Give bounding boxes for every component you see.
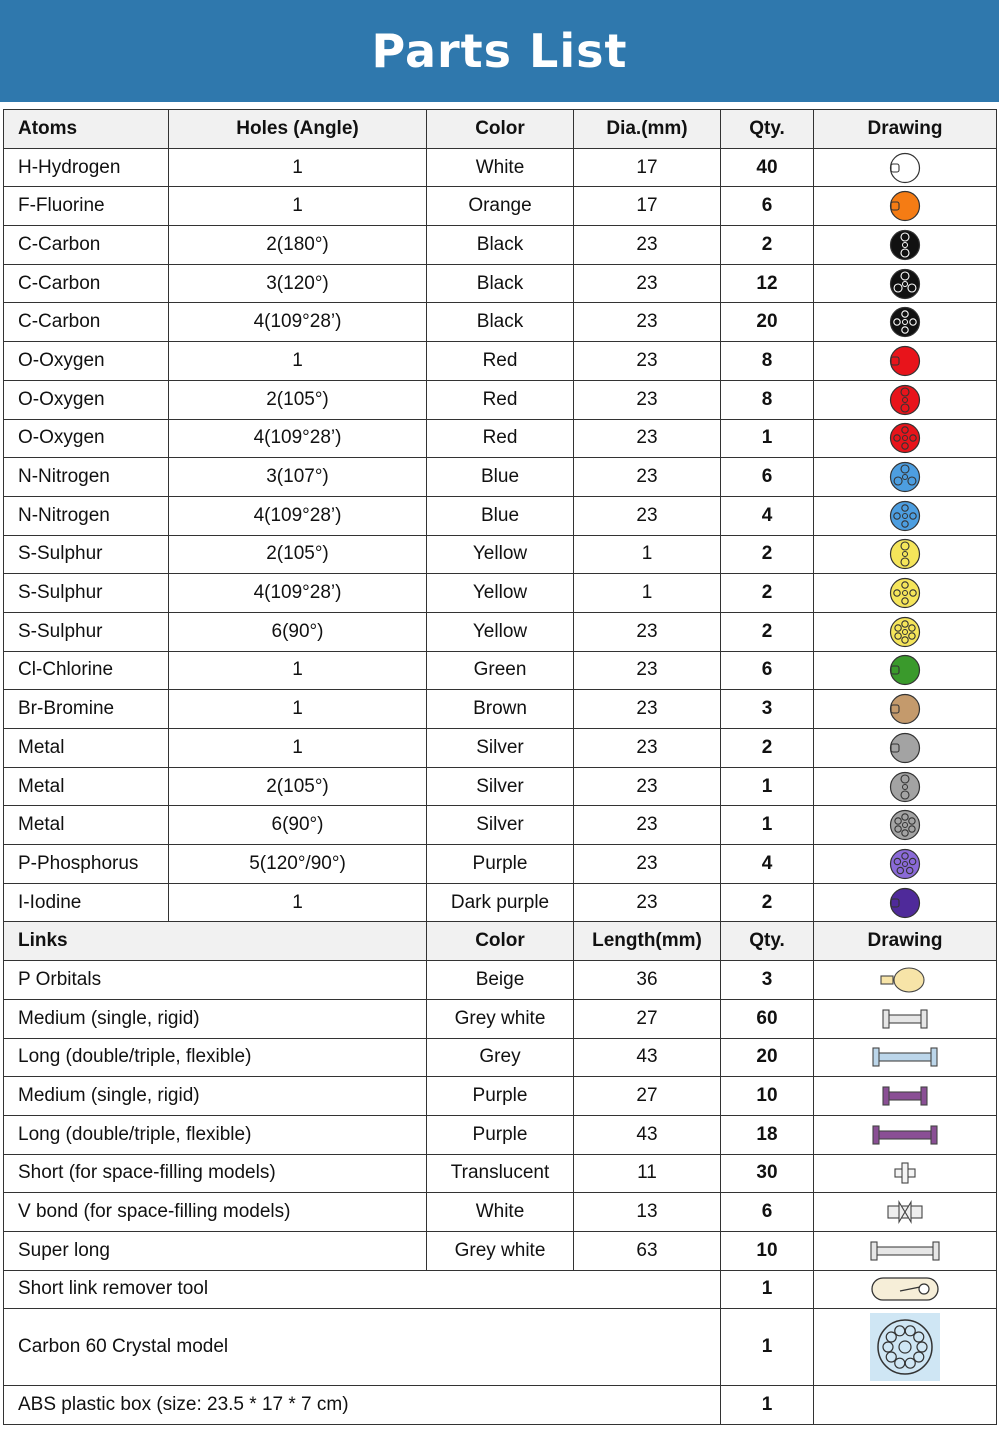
atom-dia: 23 [574, 612, 721, 651]
link-drawing [814, 1193, 997, 1232]
atom-color: Red [427, 380, 574, 419]
atom-color: Red [427, 342, 574, 381]
atom-color: Black [427, 264, 574, 303]
link-drawing [814, 961, 997, 1000]
link-drawing-header: Drawing [814, 922, 997, 961]
atom-qty: 40 [721, 148, 814, 187]
nitrogen-3-hole-icon [888, 460, 922, 494]
atom-row [4, 883, 997, 922]
link-name: V bond (for space-filling models) [4, 1193, 427, 1232]
parts-table [3, 109, 997, 1425]
atom-holes: 4(109°28’) [169, 496, 427, 535]
page-title: Parts List [371, 24, 628, 78]
holes-header: Holes (Angle) [169, 110, 427, 149]
atom-qty: 2 [721, 612, 814, 651]
atom-name: C-Carbon [4, 303, 169, 342]
atom-name: C-Carbon [4, 264, 169, 303]
link-drawing [814, 999, 997, 1038]
atom-dia: 23 [574, 883, 721, 922]
link-row [4, 1193, 997, 1232]
atom-qty: 2 [721, 574, 814, 613]
atom-row [4, 690, 997, 729]
link-length: 63 [574, 1231, 721, 1270]
atom-drawing [814, 303, 997, 342]
link-length: 13 [574, 1193, 721, 1232]
atom-color: Brown [427, 690, 574, 729]
atom-color: Orange [427, 187, 574, 226]
link-color: Purple [427, 1115, 574, 1154]
link-qty: 30 [721, 1154, 814, 1193]
atom-row [4, 187, 997, 226]
atom-color: Black [427, 226, 574, 265]
extra-drawing [814, 1270, 997, 1309]
atom-holes: 1 [169, 342, 427, 381]
atom-holes: 2(105°) [169, 767, 427, 806]
extra-qty: 1 [721, 1386, 814, 1425]
link-row [4, 1154, 997, 1193]
atom-dia: 23 [574, 264, 721, 303]
atom-row [4, 845, 997, 884]
atom-name: Metal [4, 767, 169, 806]
atom-qty: 20 [721, 303, 814, 342]
atom-dia: 23 [574, 767, 721, 806]
extra-name: Carbon 60 Crystal model [4, 1309, 721, 1386]
atom-qty: 6 [721, 458, 814, 497]
metal-6-hole-icon [888, 808, 922, 842]
link-name: P Orbitals [4, 961, 427, 1000]
link-length: 36 [574, 961, 721, 1000]
atom-qty: 3 [721, 690, 814, 729]
link-color: Translucent [427, 1154, 574, 1193]
atom-qty: 4 [721, 845, 814, 884]
atom-dia: 23 [574, 303, 721, 342]
atom-name: S-Sulphur [4, 535, 169, 574]
extra-row [4, 1386, 997, 1425]
atom-name: O-Oxygen [4, 419, 169, 458]
dia-header: Dia.(mm) [574, 110, 721, 149]
atom-dia: 23 [574, 690, 721, 729]
link-qty: 3 [721, 961, 814, 1000]
hydrogen-icon [888, 151, 922, 185]
link-length: 27 [574, 999, 721, 1038]
atom-holes: 2(105°) [169, 535, 427, 574]
link-length: 11 [574, 1154, 721, 1193]
atom-row [4, 419, 997, 458]
qty-header: Qty. [721, 110, 814, 149]
atom-dia: 1 [574, 574, 721, 613]
link-drawing [814, 1038, 997, 1077]
long-link-grey-icon [865, 1042, 945, 1072]
link-color: Beige [427, 961, 574, 1000]
atom-dia: 23 [574, 845, 721, 884]
atom-color: Purple [427, 845, 574, 884]
remover-tool-icon [870, 1275, 940, 1303]
atom-color: Red [427, 419, 574, 458]
carbon-4-hole-icon [888, 305, 922, 339]
atom-row [4, 806, 997, 845]
atom-dia: 23 [574, 458, 721, 497]
atom-name: C-Carbon [4, 226, 169, 265]
atom-holes: 1 [169, 883, 427, 922]
atom-name: P-Phosphorus [4, 845, 169, 884]
atom-dia: 23 [574, 342, 721, 381]
atom-drawing [814, 845, 997, 884]
drawing-header: Drawing [814, 110, 997, 149]
link-qty: 60 [721, 999, 814, 1038]
link-name: Medium (single, rigid) [4, 999, 427, 1038]
atom-dia: 23 [574, 380, 721, 419]
atom-row [4, 612, 997, 651]
atom-dia: 23 [574, 651, 721, 690]
link-qty: 20 [721, 1038, 814, 1077]
atom-name: I-Iodine [4, 883, 169, 922]
medium-link-grey-icon [865, 1004, 945, 1034]
atom-color: White [427, 148, 574, 187]
atom-drawing [814, 226, 997, 265]
atom-qty: 8 [721, 342, 814, 381]
link-drawing [814, 1077, 997, 1116]
length-header: Length(mm) [574, 922, 721, 961]
extra-drawing [814, 1309, 997, 1386]
extra-row [4, 1270, 997, 1309]
atom-drawing [814, 380, 997, 419]
link-qty: 18 [721, 1115, 814, 1154]
extra-qty: 1 [721, 1309, 814, 1386]
atom-holes: 1 [169, 148, 427, 187]
p-orbital-icon [865, 965, 945, 995]
atom-holes: 1 [169, 651, 427, 690]
links-header: Links [4, 922, 427, 961]
link-name: Long (double/triple, flexible) [4, 1115, 427, 1154]
atom-dia: 23 [574, 419, 721, 458]
c60-model-icon [870, 1313, 940, 1381]
links-header-row [4, 922, 997, 961]
atom-color: Dark purple [427, 883, 574, 922]
atom-drawing [814, 419, 997, 458]
link-color: Purple [427, 1077, 574, 1116]
atom-holes: 4(109°28’) [169, 303, 427, 342]
atom-row [4, 729, 997, 768]
atom-holes: 4(109°28’) [169, 419, 427, 458]
atom-qty: 8 [721, 380, 814, 419]
atom-dia: 23 [574, 729, 721, 768]
sulphur-4-hole-icon [888, 576, 922, 610]
atom-drawing [814, 148, 997, 187]
atom-drawing [814, 651, 997, 690]
link-name: Super long [4, 1231, 427, 1270]
atom-row [4, 380, 997, 419]
oxygen-4-hole-icon [888, 421, 922, 455]
title-banner [0, 0, 999, 102]
link-qty: 10 [721, 1077, 814, 1116]
medium-link-purple-icon [865, 1081, 945, 1111]
oxygen-1-hole-icon [888, 344, 922, 378]
link-drawing [814, 1115, 997, 1154]
link-color: White [427, 1193, 574, 1232]
atom-drawing [814, 535, 997, 574]
phosphorus-icon [888, 847, 922, 881]
atom-name: N-Nitrogen [4, 496, 169, 535]
long-link-purple-icon [865, 1120, 945, 1150]
atom-row [4, 303, 997, 342]
atom-row [4, 767, 997, 806]
atom-dia: 23 [574, 806, 721, 845]
link-color: Grey white [427, 1231, 574, 1270]
atom-qty: 2 [721, 729, 814, 768]
link-qty-header: Qty. [721, 922, 814, 961]
atom-drawing [814, 574, 997, 613]
atom-holes: 4(109°28’) [169, 574, 427, 613]
atom-qty: 2 [721, 226, 814, 265]
atom-holes: 1 [169, 187, 427, 226]
atom-color: Yellow [427, 612, 574, 651]
atom-drawing [814, 342, 997, 381]
link-length: 43 [574, 1038, 721, 1077]
atom-name: H-Hydrogen [4, 148, 169, 187]
atom-holes: 1 [169, 729, 427, 768]
atom-holes: 2(105°) [169, 380, 427, 419]
metal-2-hole-icon [888, 770, 922, 804]
atom-qty: 4 [721, 496, 814, 535]
atom-name: N-Nitrogen [4, 458, 169, 497]
atom-name: F-Fluorine [4, 187, 169, 226]
v-bond-icon [865, 1197, 945, 1227]
atom-holes: 3(107°) [169, 458, 427, 497]
atom-drawing [814, 883, 997, 922]
nitrogen-4-hole-icon [888, 499, 922, 533]
carbon-2-hole-icon [888, 228, 922, 262]
link-row [4, 1115, 997, 1154]
atom-drawing [814, 496, 997, 535]
atom-drawing [814, 767, 997, 806]
atom-dia: 17 [574, 148, 721, 187]
atom-holes: 2(180°) [169, 226, 427, 265]
atom-qty: 2 [721, 535, 814, 574]
atom-qty: 1 [721, 419, 814, 458]
atom-dia: 23 [574, 226, 721, 265]
atom-holes: 5(120°/90°) [169, 845, 427, 884]
sulphur-2-hole-icon [888, 537, 922, 571]
short-link-icon [865, 1158, 945, 1188]
link-row [4, 961, 997, 1000]
atom-name: O-Oxygen [4, 342, 169, 381]
link-row [4, 999, 997, 1038]
iodine-icon [888, 886, 922, 920]
oxygen-2-hole-icon [888, 383, 922, 417]
atom-color: Blue [427, 496, 574, 535]
atom-holes: 6(90°) [169, 806, 427, 845]
atom-holes: 1 [169, 690, 427, 729]
color-header: Color [427, 110, 574, 149]
atom-drawing [814, 458, 997, 497]
atom-color: Blue [427, 458, 574, 497]
atom-drawing [814, 612, 997, 651]
bromine-icon [888, 692, 922, 726]
link-length: 43 [574, 1115, 721, 1154]
atom-color: Green [427, 651, 574, 690]
link-color: Grey [427, 1038, 574, 1077]
link-name: Medium (single, rigid) [4, 1077, 427, 1116]
atom-dia: 1 [574, 535, 721, 574]
link-color-header: Color [427, 922, 574, 961]
link-drawing [814, 1231, 997, 1270]
atom-dia: 23 [574, 496, 721, 535]
atom-drawing [814, 729, 997, 768]
atom-row [4, 148, 997, 187]
atom-holes: 3(120°) [169, 264, 427, 303]
atom-row [4, 342, 997, 381]
link-color: Grey white [427, 999, 574, 1038]
link-row [4, 1077, 997, 1116]
carbon-3-hole-icon [888, 267, 922, 301]
atom-qty: 1 [721, 767, 814, 806]
atom-drawing [814, 187, 997, 226]
atom-dia: 17 [574, 187, 721, 226]
atom-name: S-Sulphur [4, 574, 169, 613]
atom-color: Silver [427, 729, 574, 768]
atoms-header-row [4, 110, 997, 149]
atom-row [4, 264, 997, 303]
atom-qty: 12 [721, 264, 814, 303]
atom-holes: 6(90°) [169, 612, 427, 651]
atom-name: Metal [4, 806, 169, 845]
chlorine-icon [888, 653, 922, 687]
atom-name: Cl-Chlorine [4, 651, 169, 690]
atom-name: Br-Bromine [4, 690, 169, 729]
atom-row [4, 496, 997, 535]
atom-color: Silver [427, 806, 574, 845]
atom-drawing [814, 690, 997, 729]
link-qty: 6 [721, 1193, 814, 1232]
link-row [4, 1038, 997, 1077]
extra-qty: 1 [721, 1270, 814, 1309]
atom-drawing [814, 264, 997, 303]
atom-row [4, 458, 997, 497]
atom-color: Black [427, 303, 574, 342]
extra-name: Short link remover tool [4, 1270, 721, 1309]
atom-row [4, 535, 997, 574]
extra-row [4, 1309, 997, 1386]
atom-name: Metal [4, 729, 169, 768]
metal-1-hole-icon [888, 731, 922, 765]
atom-qty: 6 [721, 651, 814, 690]
atom-drawing [814, 806, 997, 845]
extra-drawing [814, 1386, 997, 1425]
link-length: 27 [574, 1077, 721, 1116]
atom-qty: 6 [721, 187, 814, 226]
atom-row [4, 651, 997, 690]
super-long-link-icon [865, 1236, 945, 1266]
atom-qty: 1 [721, 806, 814, 845]
atom-color: Silver [427, 767, 574, 806]
atoms-header: Atoms [4, 110, 169, 149]
atom-color: Yellow [427, 535, 574, 574]
link-row [4, 1231, 997, 1270]
link-drawing [814, 1154, 997, 1193]
atom-row [4, 574, 997, 613]
extra-name: ABS plastic box (size: 23.5 * 17 * 7 cm) [4, 1386, 721, 1425]
atom-qty: 2 [721, 883, 814, 922]
link-name: Short (for space-filling models) [4, 1154, 427, 1193]
link-name: Long (double/triple, flexible) [4, 1038, 427, 1077]
fluorine-icon [888, 189, 922, 223]
atom-row [4, 226, 997, 265]
atom-color: Yellow [427, 574, 574, 613]
atom-name: S-Sulphur [4, 612, 169, 651]
sulphur-6-hole-icon [888, 615, 922, 649]
link-qty: 10 [721, 1231, 814, 1270]
atom-name: O-Oxygen [4, 380, 169, 419]
